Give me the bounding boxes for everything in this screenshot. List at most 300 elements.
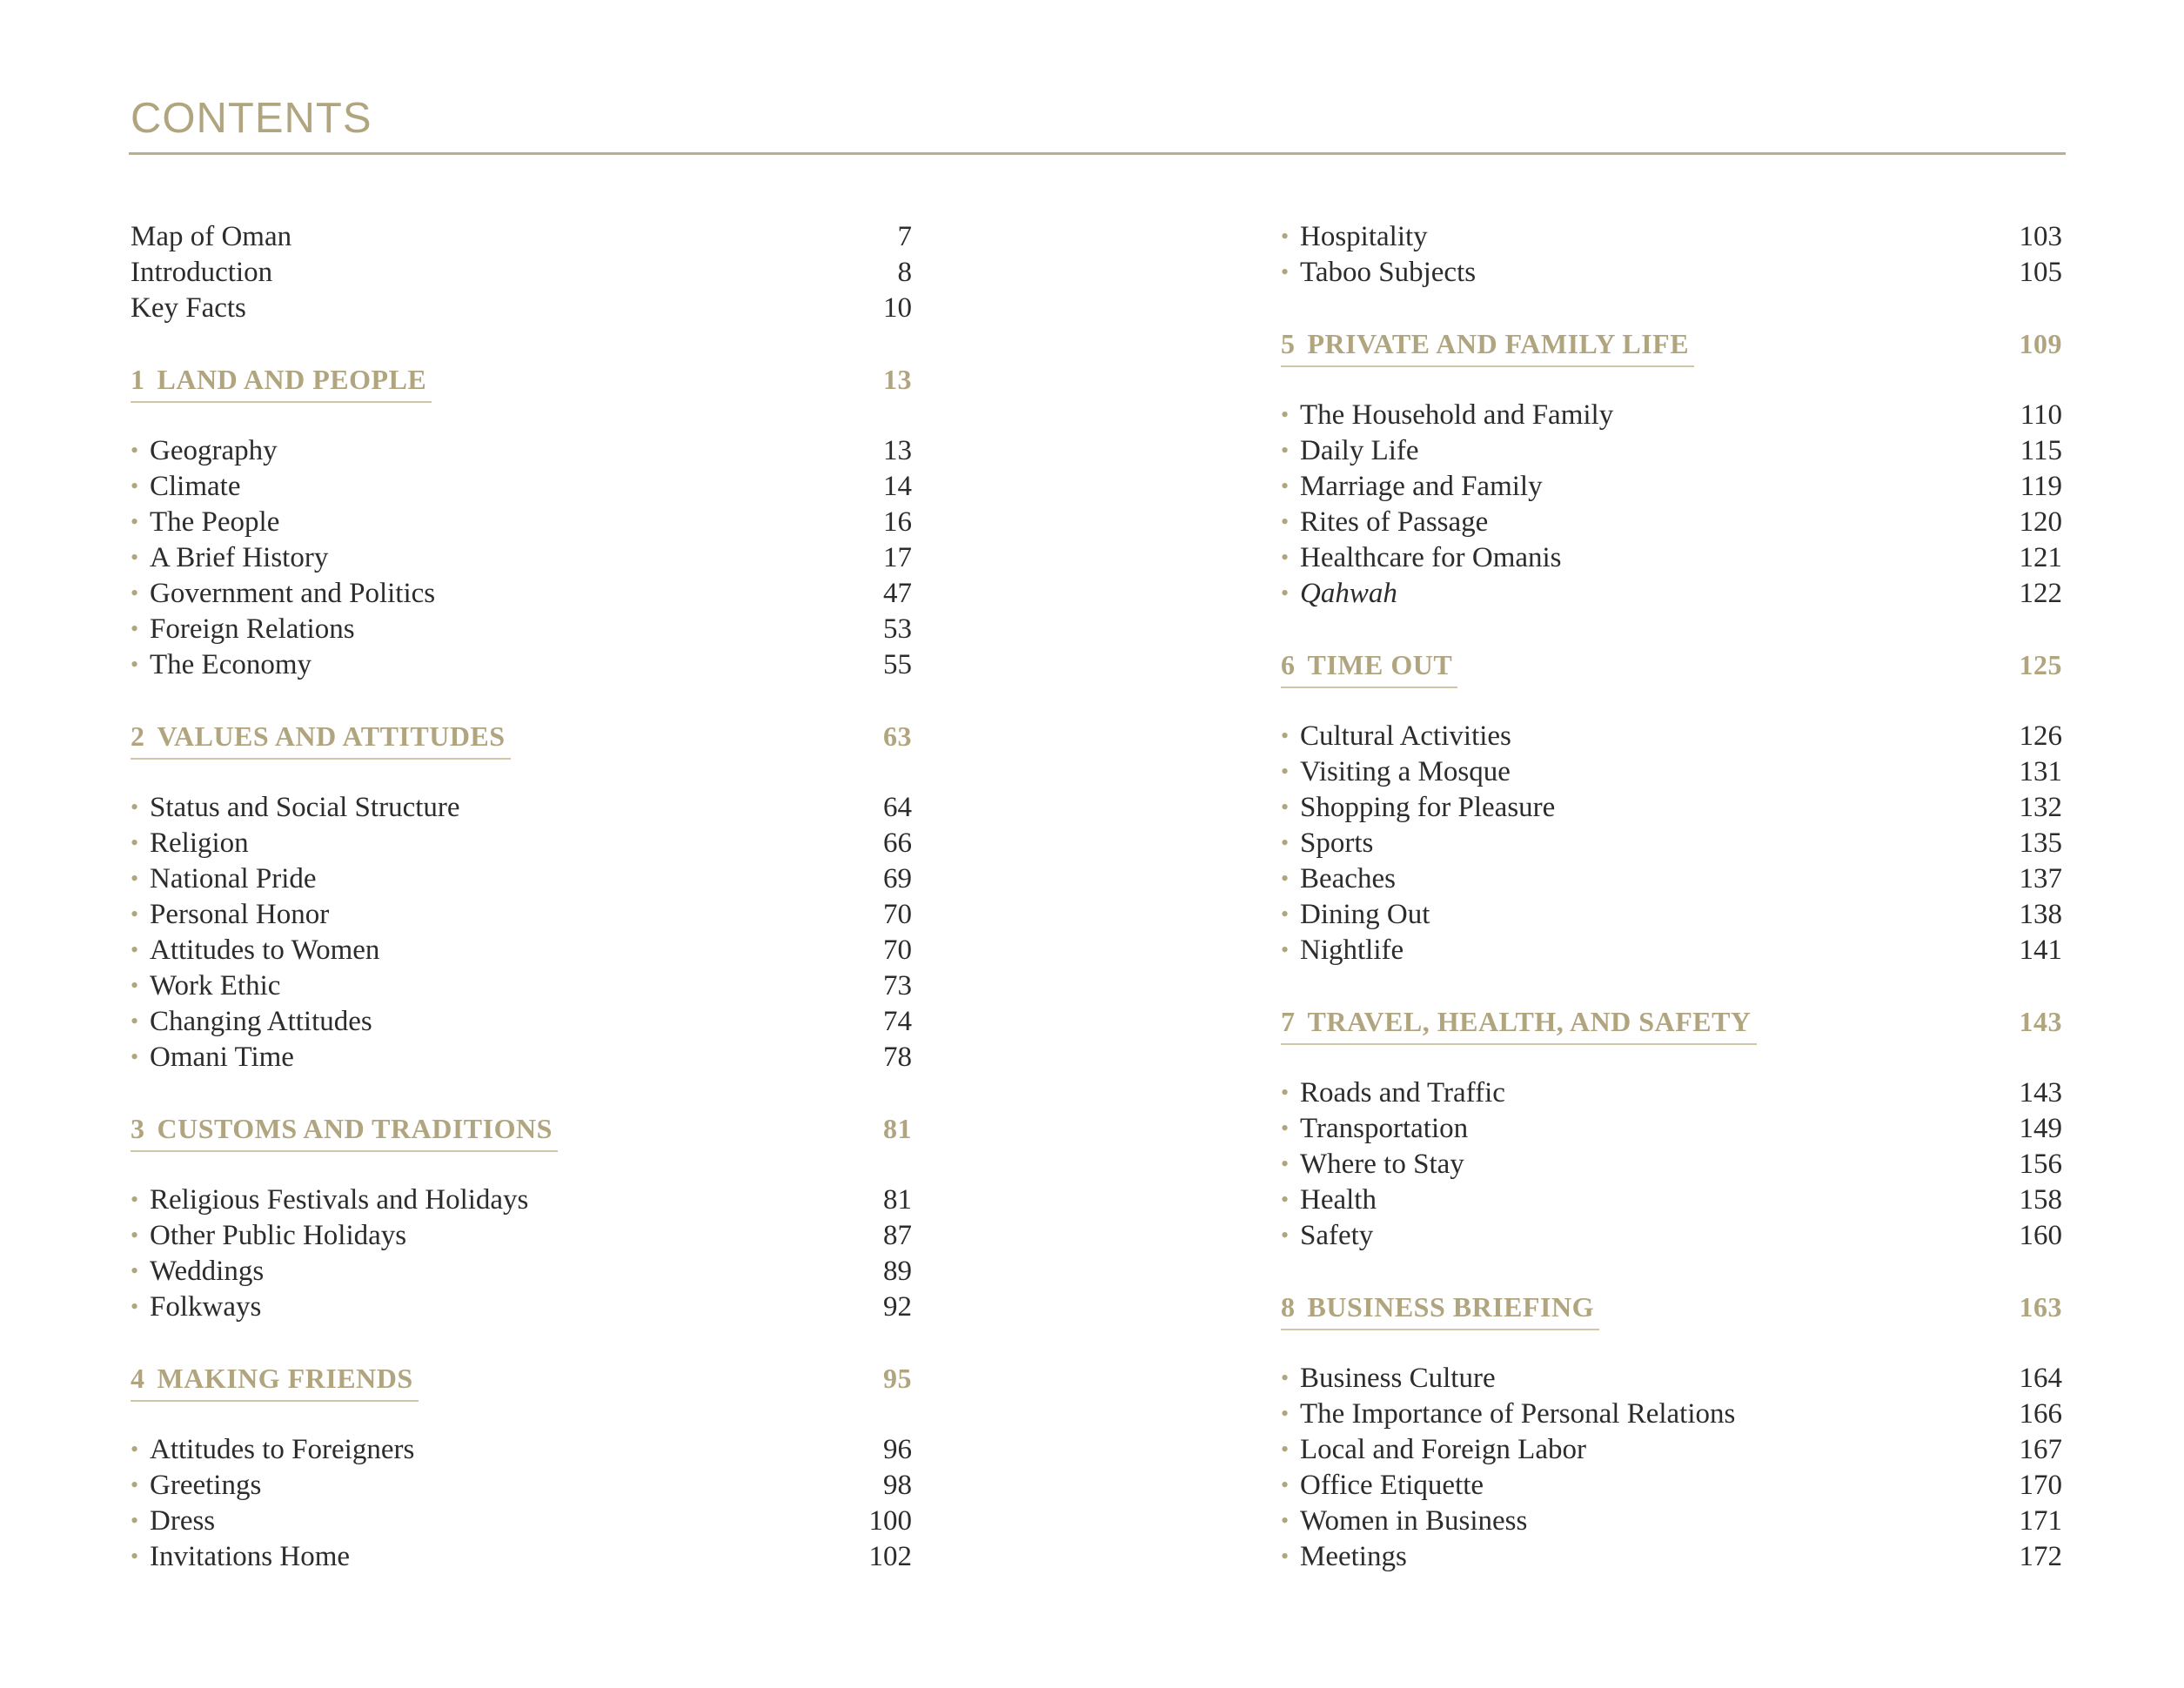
toc-entry-label-wrap	[1281, 433, 1419, 470]
toc-entry-label-wrap	[131, 647, 312, 684]
toc-entry[interactable]	[1281, 826, 2062, 861]
toc-entry-label: Introduction	[131, 257, 273, 288]
toc-entry-label-wrap	[1281, 1075, 1505, 1112]
chapter-title-wrap	[131, 362, 432, 403]
chapter-title-wrap	[1281, 1004, 1757, 1045]
toc-entry[interactable]	[131, 1040, 912, 1075]
toc-entry-label: Healthcare for Omanis	[1300, 542, 1562, 573]
toc-entry-label: Invitations Home	[150, 1541, 351, 1572]
bullet-dot-icon: •	[131, 438, 139, 463]
bullet-dot-icon: •	[1281, 259, 1290, 285]
chapter-heading[interactable]	[1281, 326, 2062, 367]
toc-entry[interactable]	[131, 647, 912, 683]
toc-entry-page: 172	[2019, 1541, 2062, 1572]
toc-entry[interactable]	[131, 505, 912, 540]
toc-entry[interactable]	[1281, 1468, 2062, 1504]
toc-entry-label-wrap	[131, 433, 278, 470]
toc-entry[interactable]	[1281, 1111, 2062, 1147]
toc-front-matter-entry[interactable]	[131, 255, 912, 291]
toc-entry-label: Folkways	[150, 1291, 262, 1323]
toc-entry-page: 120	[2019, 506, 2062, 538]
toc-entry-page: 10	[883, 292, 912, 324]
toc-entry-label-wrap	[1281, 1468, 1484, 1504]
chapter-title: PRIVATE AND FAMILY LIFE	[1307, 328, 1690, 359]
chapter-page: 63	[883, 720, 912, 752]
toc-entry[interactable]	[1281, 861, 2062, 897]
toc-entry[interactable]	[131, 1539, 912, 1575]
bullet-dot-icon: •	[1281, 1080, 1290, 1105]
bullet-dot-icon: •	[131, 652, 139, 677]
toc-entry-label: Geography	[150, 435, 278, 466]
bullet-dot-icon: •	[1281, 723, 1290, 748]
toc-entry-page: 102	[868, 1541, 912, 1572]
toc-entry[interactable]	[1281, 1432, 2062, 1468]
toc-entry-label-wrap	[1281, 1361, 1496, 1397]
chapter-number: 5	[1281, 328, 1296, 359]
bullet-dot-icon: •	[1281, 830, 1290, 855]
toc-entry-page: 131	[2019, 756, 2062, 787]
bullet-dot-icon: •	[131, 973, 139, 998]
toc-entry[interactable]	[131, 1504, 912, 1539]
toc-entry-label: Government and Politics	[150, 578, 436, 609]
chapter-number: 1	[131, 364, 145, 395]
toc-entry-label-wrap	[131, 1504, 215, 1540]
bullet-dot-icon: •	[131, 1187, 139, 1212]
bullet-dot-icon: •	[131, 473, 139, 499]
chapter-number: 2	[131, 720, 145, 752]
toc-entry[interactable]	[1281, 1361, 2062, 1397]
toc-entry[interactable]	[131, 612, 912, 647]
toc-entry-label: Nightlife	[1300, 934, 1404, 966]
toc-entry[interactable]	[131, 861, 912, 897]
chapter-number: 7	[1281, 1006, 1296, 1037]
toc-entry-label-wrap	[1281, 1504, 1527, 1540]
chapter-heading[interactable]	[131, 362, 912, 403]
toc-entry-label-wrap	[131, 1040, 294, 1076]
toc-entry-label: Sports	[1300, 827, 1374, 859]
toc-entry[interactable]	[131, 1004, 912, 1040]
toc-entry-label-wrap	[1281, 576, 1397, 613]
toc-entry-label-wrap	[131, 1468, 261, 1504]
toc-entry-page: 92	[883, 1291, 912, 1323]
bullet-dot-icon: •	[131, 794, 139, 820]
toc-entry-page: 158	[2019, 1184, 2062, 1216]
bullet-dot-icon: •	[131, 1508, 139, 1533]
chapter-number: 6	[1281, 649, 1296, 680]
toc-entry-label-wrap	[131, 968, 280, 1005]
toc-entry-label: Religion	[150, 827, 249, 859]
bullet-dot-icon: •	[1281, 1508, 1290, 1533]
toc-entry-label: Beaches	[1300, 863, 1396, 894]
bullet-dot-icon: •	[1281, 473, 1290, 499]
bullet-dot-icon: •	[131, 580, 139, 606]
bullet-dot-icon: •	[131, 616, 139, 641]
toc-entry-page: 137	[2019, 863, 2062, 894]
toc-entry-label-wrap	[131, 612, 355, 648]
toc-entry-label-wrap	[131, 1218, 406, 1255]
bullet-dot-icon: •	[1281, 580, 1290, 606]
toc-entry-label: Work Ethic	[150, 970, 281, 1001]
toc-entry-label: A Brief History	[150, 542, 329, 573]
chapter-page: 143	[2019, 1006, 2062, 1037]
toc-entry[interactable]	[131, 968, 912, 1004]
toc-entry-label: Weddings	[150, 1256, 265, 1287]
toc-entry-label-wrap	[1281, 219, 1428, 256]
chapter-page: 109	[2019, 328, 2062, 359]
toc-entry[interactable]	[1281, 933, 2062, 968]
chapter-page: 95	[883, 1363, 912, 1394]
bullet-dot-icon: •	[131, 545, 139, 570]
toc-entry-label: Climate	[150, 471, 241, 502]
toc-entry-label-wrap	[131, 291, 246, 326]
toc-entry-label-wrap	[131, 933, 379, 969]
toc-entry-label: Where to Stay	[1300, 1149, 1464, 1180]
bullet-dot-icon: •	[1281, 1151, 1290, 1176]
toc-entry-page: 105	[2019, 257, 2062, 288]
toc-entry-label: Shopping for Pleasure	[1300, 792, 1556, 823]
toc-entry[interactable]	[1281, 754, 2062, 790]
bullet-dot-icon: •	[131, 866, 139, 891]
toc-entry[interactable]	[131, 469, 912, 505]
bullet-dot-icon: •	[1281, 1222, 1290, 1248]
toc-entry[interactable]	[1281, 255, 2062, 291]
toc-entry-label: The People	[150, 506, 280, 538]
bullet-dot-icon: •	[1281, 1187, 1290, 1212]
toc-entry-label-wrap	[1281, 754, 1511, 791]
toc-right-column	[1281, 219, 2062, 1575]
toc-entry-page: 81	[883, 1184, 912, 1216]
toc-entry-label: National Pride	[150, 863, 317, 894]
toc-entry-page: 69	[883, 863, 912, 894]
toc-entry-label-wrap	[131, 861, 317, 898]
toc-entry[interactable]	[1281, 1397, 2062, 1432]
toc-entry-label-wrap	[131, 826, 249, 862]
toc-entry-label: Dining Out	[1300, 899, 1430, 930]
bullet-dot-icon: •	[1281, 402, 1290, 427]
toc-entry-page: 70	[883, 899, 912, 930]
toc-entry-label: Greetings	[150, 1470, 262, 1501]
toc-entry-label: Attitudes to Women	[150, 934, 380, 966]
chapter-title-wrap	[131, 1361, 419, 1402]
chapter-number: 3	[131, 1113, 145, 1144]
toc-entry-label: Visiting a Mosque	[1300, 756, 1511, 787]
bullet-dot-icon: •	[1281, 794, 1290, 820]
chapter-title: LAND AND PEOPLE	[157, 364, 427, 395]
toc-entry-label: Women in Business	[1300, 1505, 1528, 1537]
toc-entry-page: 166	[2019, 1398, 2062, 1430]
toc-entry-page: 70	[883, 934, 912, 966]
toc-entry-label-wrap	[131, 897, 329, 934]
bullet-dot-icon: •	[1281, 759, 1290, 784]
toc-entry-page: 98	[883, 1470, 912, 1501]
toc-entry-page: 164	[2019, 1363, 2062, 1394]
bullet-dot-icon: •	[131, 1472, 139, 1497]
toc-entry-page: 143	[2019, 1077, 2062, 1109]
toc-entry[interactable]	[1281, 398, 2062, 433]
chapter-title-wrap	[1281, 1289, 1599, 1330]
toc-entry-label-wrap	[131, 1182, 528, 1219]
toc-entry[interactable]	[1281, 1218, 2062, 1254]
toc-entry-page: 141	[2019, 934, 2062, 966]
toc-entry-label-wrap	[131, 576, 435, 613]
chapter-heading[interactable]	[1281, 647, 2062, 688]
toc-entry[interactable]	[131, 1468, 912, 1504]
toc-entry-label: Attitudes to Foreigners	[150, 1434, 415, 1465]
toc-entry-label: Other Public Holidays	[150, 1220, 407, 1251]
toc-entry-page: 160	[2019, 1220, 2062, 1251]
chapter-title: VALUES AND ATTITUDES	[157, 720, 506, 752]
toc-entry-label-wrap	[131, 1432, 414, 1469]
toc-entry-page: 55	[883, 649, 912, 680]
toc-entry-label-wrap	[131, 540, 328, 577]
toc-entry-page: 132	[2019, 792, 2062, 823]
toc-entry-page: 103	[2019, 221, 2062, 252]
toc-entry-page: 138	[2019, 899, 2062, 930]
toc-entry[interactable]	[131, 433, 912, 469]
chapter-title: BUSINESS BRIEFING	[1307, 1291, 1594, 1323]
bullet-dot-icon: •	[131, 901, 139, 927]
toc-entry-label-wrap	[1281, 1147, 1464, 1183]
toc-entry-page: 110	[2020, 399, 2062, 431]
toc-entry-label-wrap	[1281, 1111, 1468, 1148]
bullet-dot-icon: •	[1281, 1472, 1290, 1497]
bullet-dot-icon: •	[1281, 937, 1290, 962]
toc-entry-page: 64	[883, 792, 912, 823]
chapter-page: 125	[2019, 649, 2062, 680]
toc-entry[interactable]	[131, 1254, 912, 1289]
bullet-dot-icon: •	[131, 509, 139, 534]
toc-entry-label-wrap	[1281, 1397, 1735, 1433]
bullet-dot-icon: •	[1281, 1365, 1290, 1390]
toc-entry-label: The Economy	[150, 649, 312, 680]
toc-entry[interactable]	[131, 1432, 912, 1468]
chapter-title-wrap	[131, 719, 511, 760]
chapter-number: 8	[1281, 1291, 1296, 1323]
toc-entry-page: 17	[883, 542, 912, 573]
toc-entry-label-wrap	[131, 1539, 350, 1576]
toc-entry[interactable]	[131, 1182, 912, 1218]
toc-entry[interactable]	[1281, 469, 2062, 505]
toc-entry[interactable]	[1281, 1539, 2062, 1575]
chapter-title: TRAVEL, HEALTH, AND SAFETY	[1307, 1006, 1752, 1037]
toc-entry-label-wrap	[131, 469, 240, 506]
bullet-dot-icon: •	[1281, 1437, 1290, 1462]
toc-entry-label: Transportation	[1300, 1113, 1469, 1144]
bullet-dot-icon: •	[1281, 1544, 1290, 1569]
toc-entry-page: 171	[2019, 1505, 2062, 1537]
toc-entry-label-wrap	[1281, 897, 1430, 934]
toc-entry-label-wrap	[1281, 505, 1488, 541]
toc-entry[interactable]	[1281, 1075, 2062, 1111]
toc-entry-page: 100	[868, 1505, 912, 1537]
title-divider	[129, 152, 2066, 155]
bullet-dot-icon: •	[1281, 509, 1290, 534]
toc-entry-label: Hospitality	[1300, 221, 1428, 252]
toc-entry-page: 170	[2019, 1470, 2062, 1501]
toc-entry[interactable]	[1281, 540, 2062, 576]
chapter-title-wrap	[1281, 647, 1457, 688]
toc-entry-label-wrap	[1281, 1432, 1586, 1469]
toc-entry-page: 135	[2019, 827, 2062, 859]
toc-entry-label: Rites of Passage	[1300, 506, 1489, 538]
toc-entry-label-wrap	[1281, 790, 1555, 827]
toc-entry-page: 126	[2019, 720, 2062, 752]
bullet-dot-icon: •	[1281, 901, 1290, 927]
chapter-number: 4	[131, 1363, 145, 1394]
chapter-heading[interactable]	[131, 1361, 912, 1402]
toc-entry-page: 115	[2020, 435, 2062, 466]
toc-entry[interactable]	[131, 1289, 912, 1325]
toc-entry-page: 13	[883, 435, 912, 466]
bullet-dot-icon: •	[131, 1544, 139, 1569]
page-title: CONTENTS	[131, 95, 372, 142]
toc-entry[interactable]	[1281, 1147, 2062, 1182]
toc-entry-page: 66	[883, 827, 912, 859]
toc-entry-label: Office Etiquette	[1300, 1470, 1484, 1501]
toc-entry-page: 87	[883, 1220, 912, 1251]
toc-entry-label: Foreign Relations	[150, 613, 355, 645]
chapter-heading[interactable]	[131, 719, 912, 760]
bullet-dot-icon: •	[131, 1258, 139, 1283]
toc-entry-label-wrap	[131, 1254, 264, 1290]
toc-entry[interactable]	[1281, 790, 2062, 826]
toc-entry-label: The Importance of Personal Relations	[1300, 1398, 1736, 1430]
toc-entry-label: Cultural Activities	[1300, 720, 1511, 752]
toc-entry-label-wrap	[131, 255, 272, 291]
chapter-title: TIME OUT	[1307, 649, 1453, 680]
toc-entry-label: Safety	[1300, 1220, 1374, 1251]
toc-left-column	[131, 219, 912, 1575]
toc-entry-label: Meetings	[1300, 1541, 1407, 1572]
toc-entry-label: Dress	[150, 1505, 216, 1537]
chapter-heading[interactable]	[1281, 1289, 2062, 1330]
toc-entry-label: Roads and Traffic	[1300, 1077, 1505, 1109]
toc-entry-page: 73	[883, 970, 912, 1001]
toc-entry[interactable]	[131, 576, 912, 612]
toc-entry-label: The Household and Family	[1300, 399, 1614, 431]
toc-front-matter-entry[interactable]	[131, 219, 912, 255]
chapter-title-wrap	[131, 1111, 558, 1152]
toc-entry[interactable]	[131, 540, 912, 576]
chapter-heading[interactable]	[131, 1111, 912, 1152]
toc-entry-label-wrap	[1281, 933, 1404, 969]
toc-entry-label-wrap	[1281, 469, 1543, 506]
toc-entry-page: 96	[883, 1434, 912, 1465]
toc-entry-label-wrap	[131, 219, 291, 255]
bullet-dot-icon: •	[131, 1008, 139, 1034]
toc-entry-label: Key Facts	[131, 292, 246, 324]
chapter-page: 13	[883, 364, 912, 395]
toc-entry-page: 8	[897, 257, 912, 288]
toc-entry-page: 121	[2019, 542, 2062, 573]
toc-entry-label-wrap	[131, 1004, 372, 1041]
toc-entry[interactable]	[131, 897, 912, 933]
toc-entry[interactable]	[1281, 1504, 2062, 1539]
toc-entry-label: Marriage and Family	[1300, 471, 1543, 502]
toc-entry[interactable]	[1281, 219, 2062, 255]
toc-entry-label-wrap	[1281, 861, 1396, 898]
toc-entry[interactable]	[1281, 719, 2062, 754]
toc-entry-label: Omani Time	[150, 1042, 294, 1073]
toc-entry[interactable]	[131, 790, 912, 826]
toc-entry[interactable]	[131, 933, 912, 968]
toc-entry-page: 119	[2020, 471, 2062, 502]
toc-entry-label-wrap	[1281, 1539, 1407, 1576]
toc-entry-label: Religious Festivals and Holidays	[150, 1184, 529, 1216]
toc-entry[interactable]	[131, 826, 912, 861]
toc-entry[interactable]	[1281, 576, 2062, 612]
toc-entry[interactable]	[1281, 1182, 2062, 1218]
toc-entry-label: Personal Honor	[150, 899, 330, 930]
chapter-title: MAKING FRIENDS	[157, 1363, 413, 1394]
chapter-title: CUSTOMS AND TRADITIONS	[157, 1113, 553, 1144]
toc-entry-page: 53	[883, 613, 912, 645]
toc-entry-label: Map of Oman	[131, 221, 292, 252]
bullet-dot-icon: •	[131, 1044, 139, 1069]
toc-entry-page: 149	[2019, 1113, 2062, 1144]
toc-entry-label-wrap	[1281, 540, 1562, 577]
bullet-dot-icon: •	[131, 1294, 139, 1319]
toc-entry-label: Health	[1300, 1184, 1377, 1216]
bullet-dot-icon: •	[1281, 1115, 1290, 1141]
chapter-page: 81	[883, 1113, 912, 1144]
bullet-dot-icon: •	[1281, 545, 1290, 570]
toc-entry-page: 7	[897, 221, 912, 252]
toc-entry-label-wrap	[131, 505, 279, 541]
toc-entry-label-wrap	[1281, 826, 1373, 862]
toc-entry-label-wrap	[1281, 1182, 1377, 1219]
toc-entry-page: 122	[2019, 578, 2062, 609]
toc-entry-label: Changing Attitudes	[150, 1006, 372, 1037]
toc-entry[interactable]	[131, 1218, 912, 1254]
toc-entry-label-wrap	[131, 1289, 261, 1326]
toc-entry[interactable]	[1281, 897, 2062, 933]
toc-entry-label-wrap	[1281, 255, 1476, 291]
toc-entry[interactable]	[1281, 505, 2062, 540]
toc-entry-page: 47	[883, 578, 912, 609]
bullet-dot-icon: •	[131, 1222, 139, 1248]
bullet-dot-icon: •	[131, 830, 139, 855]
bullet-dot-icon: •	[1281, 866, 1290, 891]
toc-entry-label-wrap	[131, 790, 460, 827]
bullet-dot-icon: •	[1281, 1401, 1290, 1426]
bullet-dot-icon: •	[1281, 224, 1290, 249]
chapter-title-wrap	[1281, 326, 1694, 367]
toc-entry-label: Qahwah	[1300, 578, 1397, 609]
bullet-dot-icon: •	[1281, 438, 1290, 463]
bullet-dot-icon: •	[131, 937, 139, 962]
toc-entry-page: 78	[883, 1042, 912, 1073]
toc-entry-page: 74	[883, 1006, 912, 1037]
toc-entry-page: 16	[883, 506, 912, 538]
bullet-dot-icon: •	[131, 1437, 139, 1462]
toc-entry-label: Local and Foreign Labor	[1300, 1434, 1586, 1465]
toc-entry[interactable]	[1281, 433, 2062, 469]
toc-entry-label-wrap	[1281, 719, 1511, 755]
toc-entry-page: 89	[883, 1256, 912, 1287]
toc-entry-label: Daily Life	[1300, 435, 1419, 466]
chapter-page: 163	[2019, 1291, 2062, 1323]
toc-entry-label-wrap	[1281, 398, 1613, 434]
toc-front-matter-entry[interactable]	[131, 291, 912, 326]
toc-entry-label-wrap	[1281, 1218, 1373, 1255]
toc-entry-page: 14	[883, 471, 912, 502]
toc-entry-label: Taboo Subjects	[1300, 257, 1477, 288]
chapter-heading[interactable]	[1281, 1004, 2062, 1045]
toc-entry-page: 167	[2019, 1434, 2062, 1465]
toc-entry-label: Business Culture	[1300, 1363, 1496, 1394]
toc-entry-label: Status and Social Structure	[150, 792, 460, 823]
